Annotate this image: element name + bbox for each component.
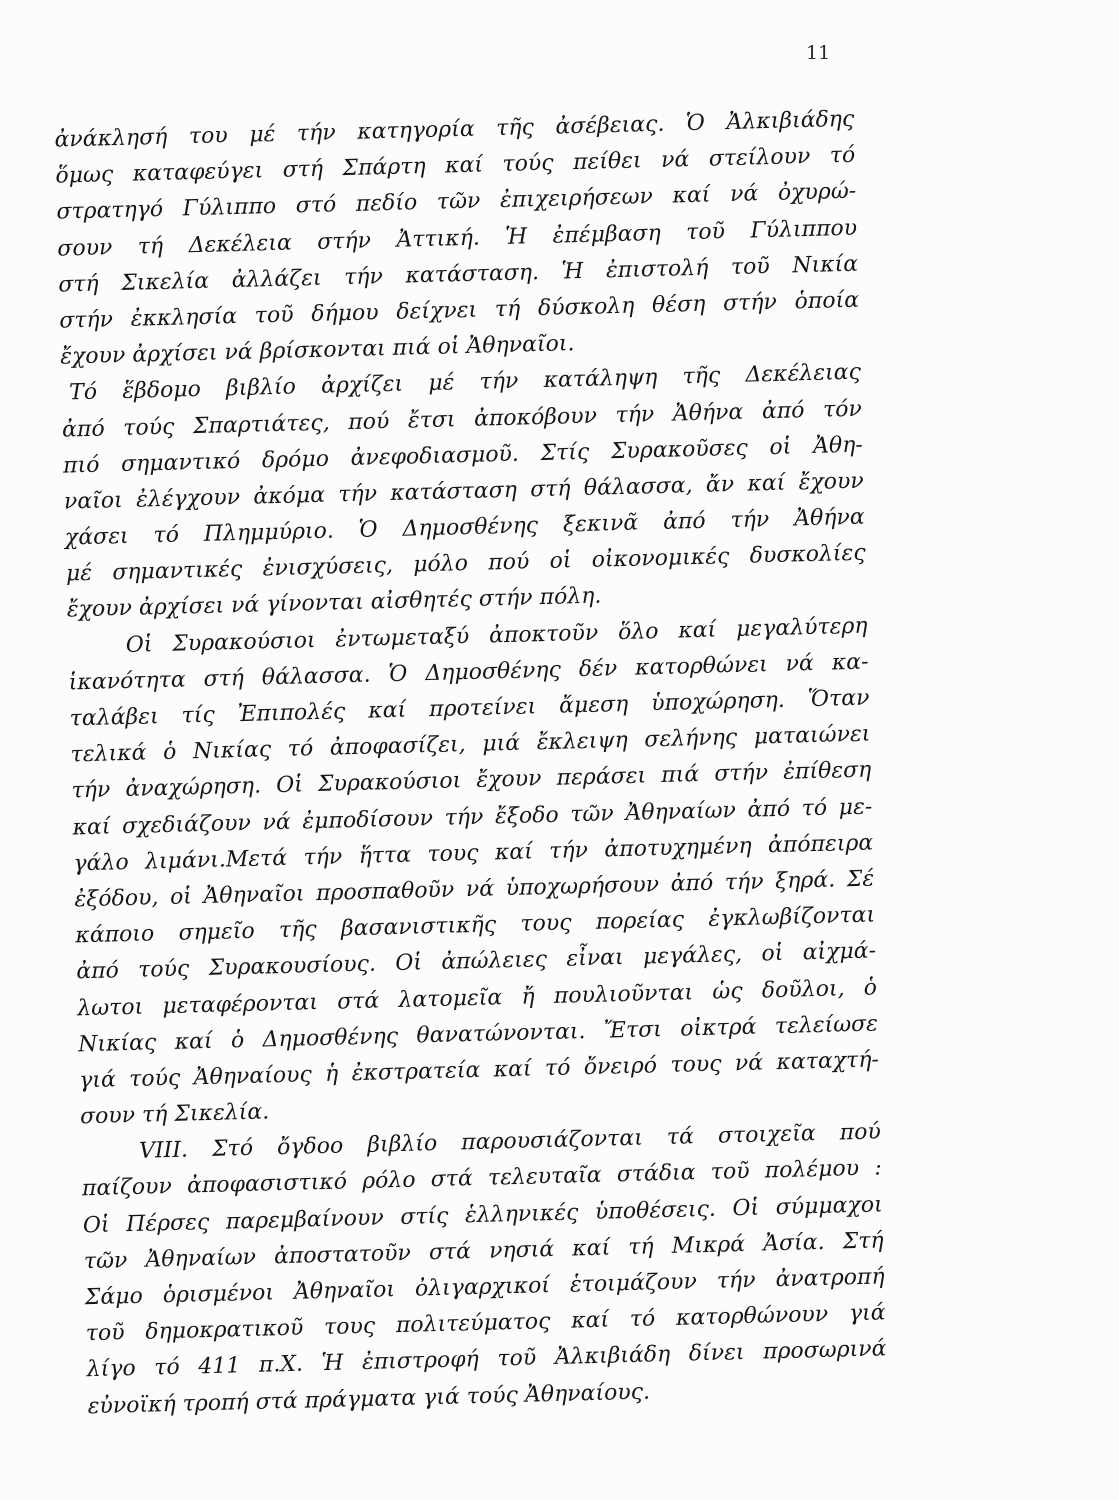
text-line: ἀπό τούς Σπαρτιάτες, πού ἔτσι ἀποκόβουν τήν Ἀθήνα ἀπό τόν <box>61 396 863 443</box>
text-line: Οἱ Συρακούσιοι ἐντωμεταξύ ἀποκτοῦν ὅλο καί μεγαλύτερη <box>125 613 868 658</box>
text-line: ἀνάκλησή του μέ τήν κατηγορία τῆς ἀσέβειας. Ὁ Ἀλκιβιάδης <box>54 106 855 153</box>
text-line: τῶν Ἀθηναίων ἀποστατοῦν στά νησιά καί τή Μικρά Ἀσία. Στή <box>83 1228 884 1275</box>
text-line: τελικά ὁ Νικίας τό ἀποφασίζει, μιά ἔκλειψη σελήνης ματαιώνει <box>70 721 871 768</box>
page-number: 11 <box>806 42 831 64</box>
text-line: ἀπό τούς Συρακουσίους. Οἱ ἀπώλειες εἶναι μεγάλες, οἱ αἰχμά- <box>75 938 877 985</box>
text-line: λίγο τό 411 π.Χ. Ἡ ἐπιστροφή τοῦ Ἀλκιβιάδη δίνει προσωρινά <box>86 1336 887 1383</box>
text-line: κάποιο σημεῖο τῆς βασανιστικῆς τους πορείας ἐγκλωβίζονται <box>75 902 876 949</box>
text-line: ταλάβει τίς Ἐπιπολές καί προτείνει ἄμεση ὑποχώρηση. Ὅταν <box>69 685 870 732</box>
text-line: VIII. Στό ὄγδοο βιβλίο παρουσιάζονται τά στοιχεῖα πού <box>138 1119 882 1165</box>
paragraph <box>54 102 860 376</box>
text-line: Οἱ Πέρσες παρεμβαίνουν στίς ἑλληνικές ὑποθέσεις. Οἱ σύμμαχοι <box>82 1192 884 1238</box>
text-line: ἔχουν ἀρχίσει νά βρίσκονται πιά οἱ Ἀθηναῖοι. <box>59 331 575 370</box>
text-line: ὅμως καταφεύγει στή Σπάρτη καί τούς πείθει νά στείλουν τό <box>55 142 856 189</box>
paragraph <box>61 355 867 629</box>
text-line: πιό σημαντικό δρόμο ἀνεφοδιασμοῦ. Στίς Συρακοῦσες οἱ Ἀθη- <box>62 432 864 479</box>
text-line: τήν ἀναχώρηση. Οἱ Συρακούσιοι ἔχουν περάσει πιά στήν ἐπίθεση <box>71 757 872 804</box>
text-line: τοῦ δημοκρατικοῦ τους πολιτεύματος καί τό κατορθώνουν γιά <box>85 1300 886 1347</box>
text-line: ἱκανότητα στή θάλασσα. Ὁ Δημοσθένης δέν κατορθώνει νά κα- <box>68 649 869 696</box>
text-line: σουν τή Σικελία. <box>79 1099 270 1130</box>
text-line: στή Σικελία ἀλλάζει τήν κατάσταση. Ἡ ἐπιστολή τοῦ Νικία <box>58 251 859 298</box>
text-line: εὐνοϊκή τροπή στά πράγματα γιά τούς Ἀθηναίους. <box>87 1379 651 1419</box>
text-line: γάλο λιμάνι.Μετά τήν ἥττα τους καί τήν ἀποτυχημένη ἀπόπειρα <box>73 830 874 877</box>
text-line: σουν τή Δεκέλεια στήν Ἀττική. Ἡ ἐπέμβαση τοῦ Γύλιππου <box>57 215 858 262</box>
text-line: ναῖοι ἐλέγχουν ἀκόμα τήν κατάσταση στή θάλασσα, ἄν καί ἔχουν <box>63 468 865 515</box>
text-line: καί σχεδιάζουν νά ἐμποδίσουν τήν ἔξοδο τῶν Ἀθηναίων ἀπό τό με- <box>72 794 873 841</box>
text-line: ἔχουν ἀρχίσει νά γίνονται αἰσθητές στήν πόλη. <box>66 583 602 623</box>
text-line: Σάμο ὁρισμένοι Ἀθηναῖοι ὀλιγαρχικοί ἑτοιμάζουν τήν ἀνατροπή <box>84 1264 885 1311</box>
text-line: γιά τούς Ἀθηναίους ἡ ἐκστρατεία καί τό ὄνειρό τους νά καταχτή- <box>78 1047 880 1094</box>
body-text <box>54 102 888 1426</box>
text-line: Νικίας καί ὁ Δημοσθένης θανατώνονται. Ἔτσι οἰκτρά τελείωσε <box>77 1011 879 1058</box>
text-line: ἐξόδου, οἱ Ἀθηναῖοι προσπαθοῦν νά ὑποχωρήσουν ἀπό τήν ξηρά. Σέ <box>74 866 875 913</box>
text-line: λωτοι μεταφέρονται στά λατομεῖα ἤ πουλιοῦνται ὡς δοῦλοι, ὁ <box>76 974 878 1021</box>
text-line: παίζουν ἀποφασιστικό ρόλο στά τελευταῖα στάδια τοῦ πολέμου : <box>81 1155 883 1202</box>
paragraph <box>67 608 880 1135</box>
text-line: στρατηγό Γύλιππο στό πεδίο τῶν ἐπιχειρήσεων καί νά ὀχυρώ- <box>56 179 857 226</box>
text-line: στήν ἐκκλησία τοῦ δήμου δείχνει τή δύσκολη θέση στήν ὁποία <box>58 287 860 334</box>
text-line: χάσει τό Πλημμύριο. Ὁ Δημοσθένης ξεκινᾶ ἀπό τήν Ἀθήνα <box>64 504 866 551</box>
text-line: μέ σημαντικές ἐνισχύσεις, μόλο πού οἱ οἰκονομικές δυσκολίες <box>65 540 866 587</box>
paragraph <box>81 1115 888 1425</box>
text-line: Τό ἕβδομο βιβλίο ἀρχίζει μέ τήν κατάληψη τῆς Δεκέλειας <box>68 359 862 406</box>
